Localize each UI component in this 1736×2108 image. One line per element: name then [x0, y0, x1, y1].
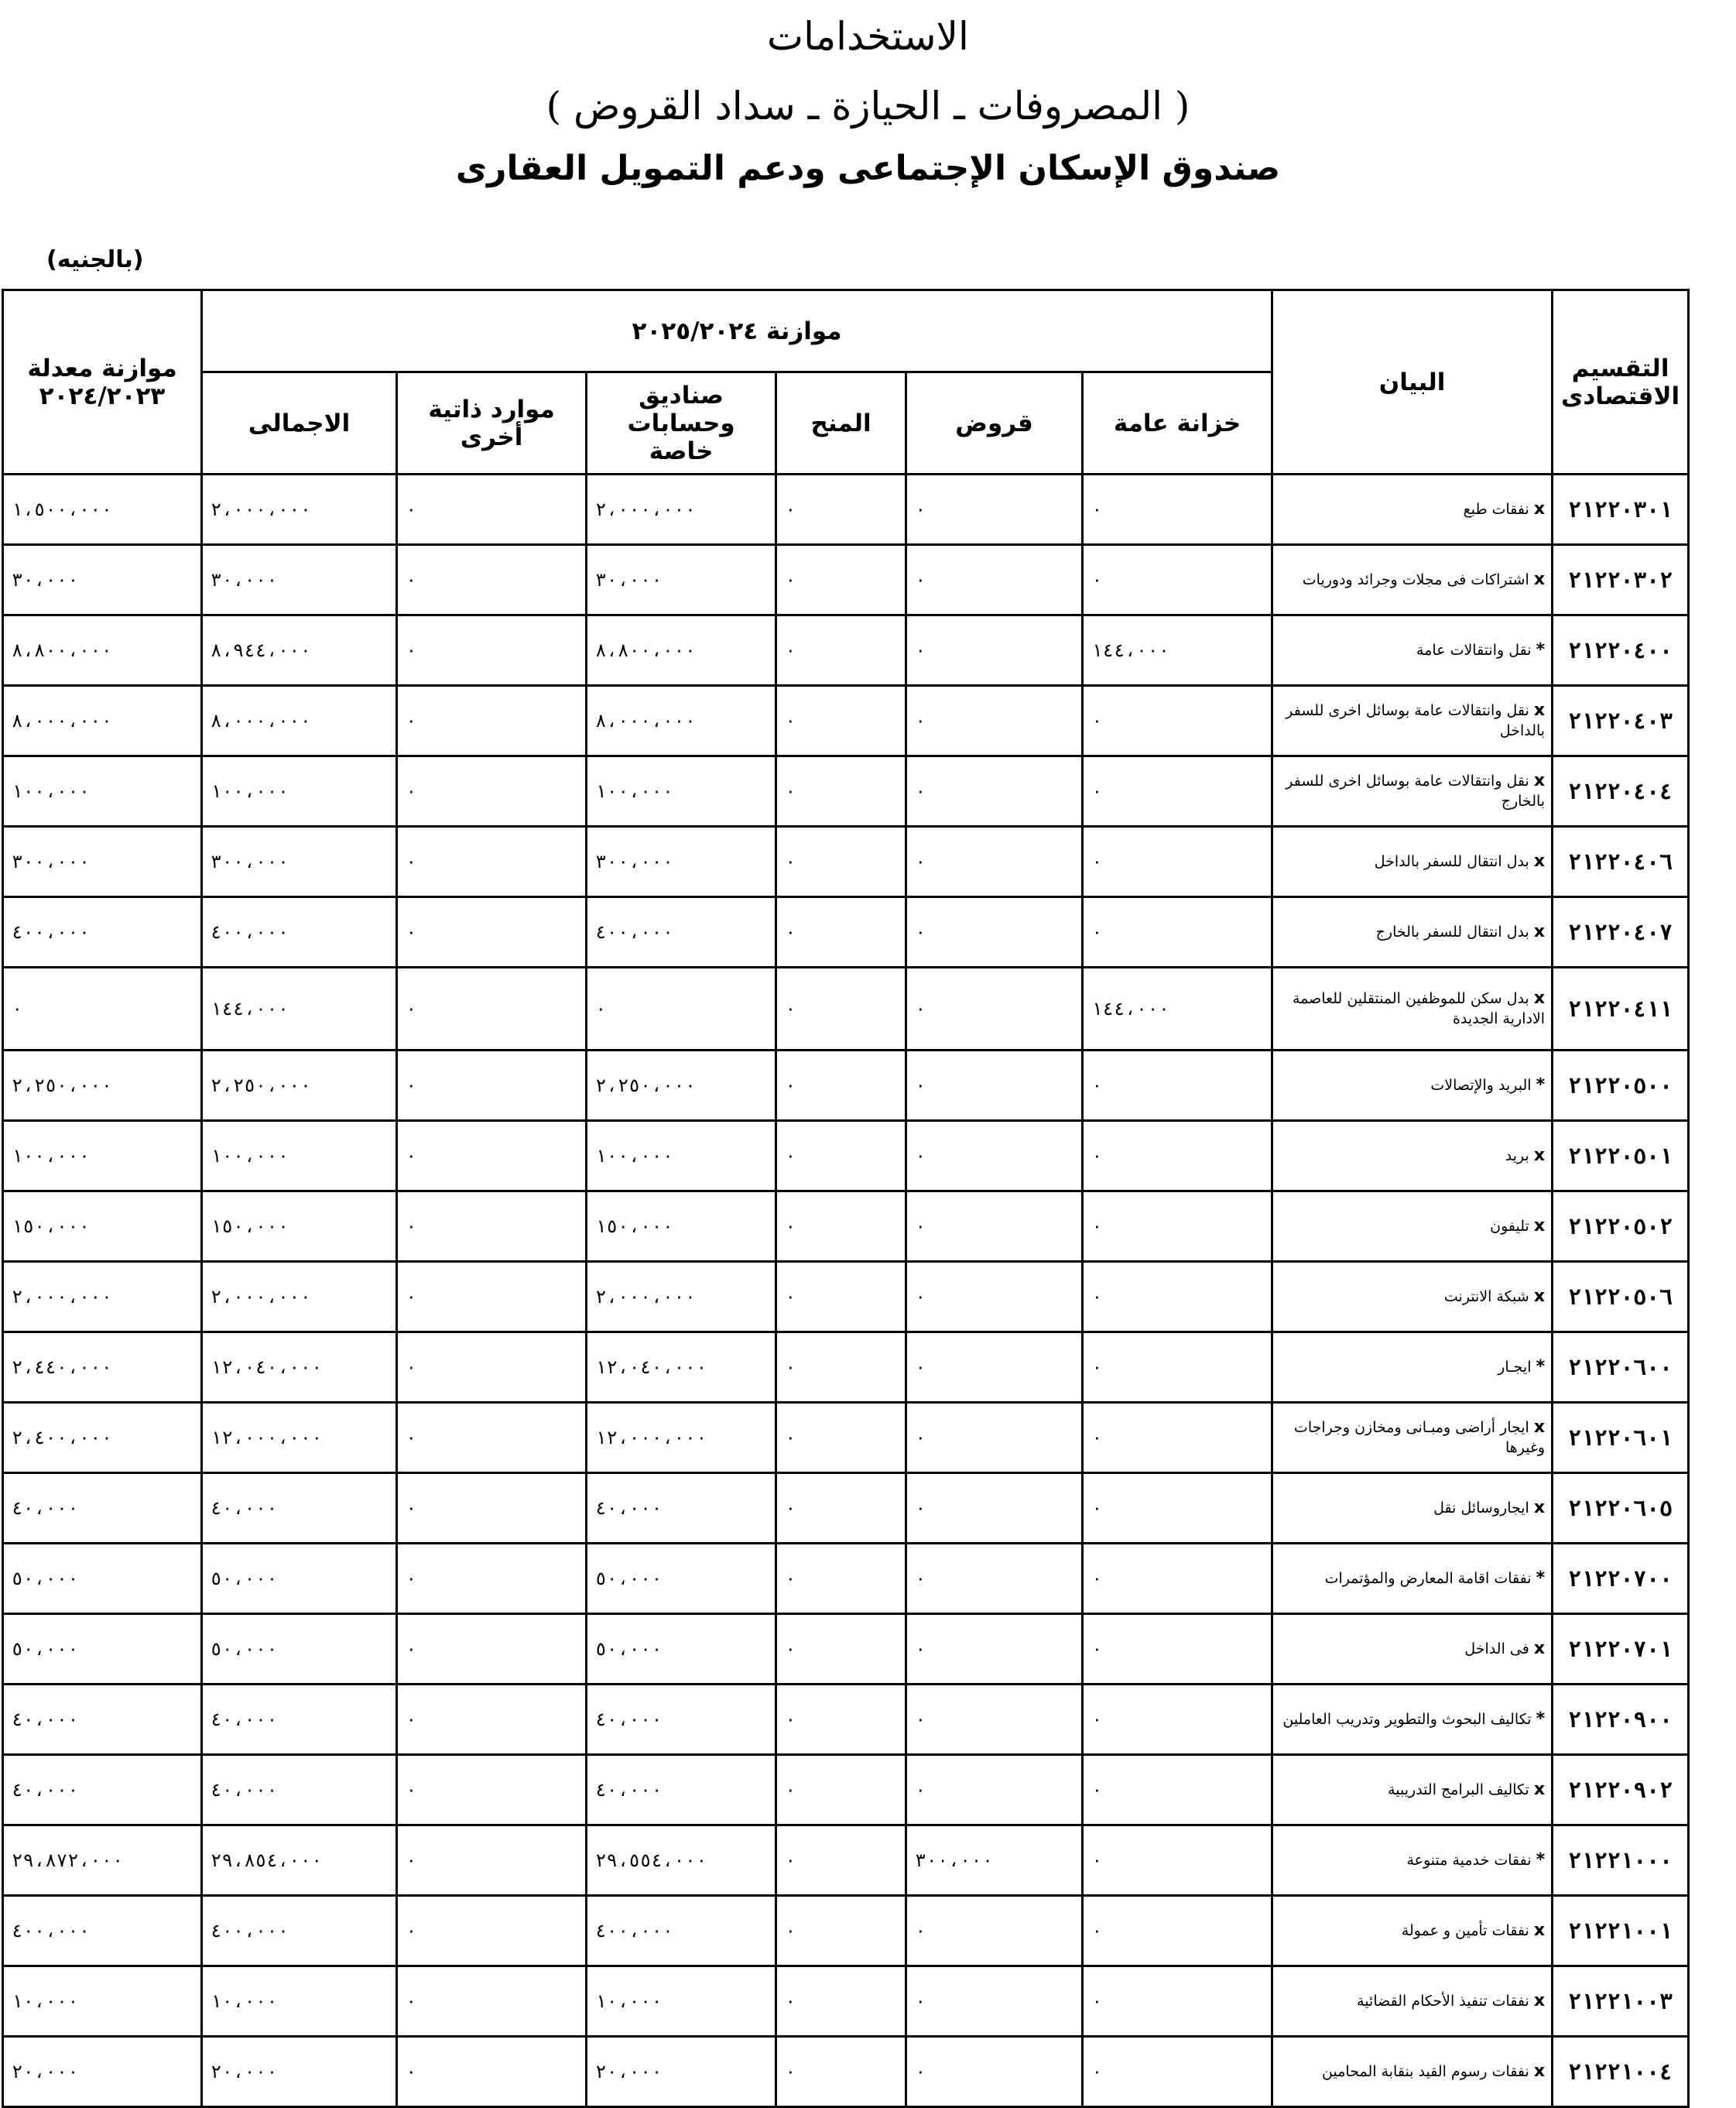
row-marker: x: [1533, 1216, 1546, 1236]
cell-grants: ٠: [776, 1051, 906, 1121]
cell-special-funds: ٤٠،٠٠٠: [587, 1755, 776, 1825]
cell-loans: ٠: [906, 1191, 1083, 1262]
cell-description: [1272, 1121, 1553, 1191]
table-row: [3, 1685, 1689, 1755]
row-description: اشتراكات فى مجلات وجرائد ودوريات: [1302, 571, 1529, 588]
cell-own-resources: ٠: [397, 1544, 587, 1614]
cell-own-resources: ٠: [397, 686, 587, 756]
cell-description: [1272, 827, 1553, 897]
row-description: نقل وانتقالات عامة بوسائل اخرى للسفر بالداخل: [1286, 702, 1546, 739]
row-description: تليفون: [1490, 1218, 1529, 1235]
row-marker: x: [1533, 2062, 1546, 2081]
table-row: [3, 1755, 1689, 1825]
cell-special-funds: ١٢،٠٠٠،٠٠٠: [587, 1403, 776, 1473]
cell-grants: ٠: [776, 1403, 906, 1473]
table-row: [3, 1051, 1689, 1121]
cell-special-funds: ١٠٠،٠٠٠: [587, 1121, 776, 1191]
cell-own-resources: ٠: [397, 1614, 587, 1685]
cell-total: ٢٩،٨٥٤،٠٠٠: [202, 1825, 397, 1896]
cell-total: ٢،٠٠٠،٠٠٠: [202, 475, 397, 545]
cell-code: ٢١٢٢٠٦٠١: [1553, 1403, 1689, 1473]
cell-treasury: ٠: [1083, 545, 1272, 615]
cell-treasury: ١٤٤،٠٠٠: [1083, 615, 1272, 686]
cell-total: ٤٠،٠٠٠: [202, 1755, 397, 1825]
cell-total: ٤٠،٠٠٠: [202, 1685, 397, 1755]
row-marker: x: [1533, 852, 1546, 871]
row-marker: x: [1533, 1146, 1546, 1165]
cell-own-resources: ٠: [397, 1825, 587, 1896]
table-body: [3, 475, 1689, 2107]
cell-grants: ٠: [776, 615, 906, 686]
table-row: [3, 1544, 1689, 1614]
table-row: [3, 968, 1689, 1051]
row-description: نفقات تنفيذ الأحكام القضائية: [1357, 1993, 1529, 2010]
cell-treasury: ٠: [1083, 1614, 1272, 1685]
cell-total: ٣٠٠،٠٠٠: [202, 827, 397, 897]
row-marker: *: [1536, 1568, 1546, 1588]
cell-special-funds: ٤٠،٠٠٠: [587, 1685, 776, 1755]
cell-own-resources: ٠: [397, 1685, 587, 1755]
cell-special-funds: ٨،٠٠٠،٠٠٠: [587, 686, 776, 756]
cell-loans: ٠: [906, 827, 1083, 897]
cell-revised-budget: ١٥٠،٠٠٠: [3, 1191, 202, 1262]
cell-description: [1272, 1262, 1553, 1332]
row-marker: x: [1533, 1780, 1546, 1799]
cell-own-resources: ٠: [397, 897, 587, 968]
row-description: البريد والإتصالات: [1430, 1077, 1532, 1094]
cell-grants: ٠: [776, 1896, 906, 1966]
cell-total: ٨،٩٤٤،٠٠٠: [202, 615, 397, 686]
cell-revised-budget: ١٠٠،٠٠٠: [3, 1121, 202, 1191]
row-marker: x: [1533, 989, 1546, 1008]
table-row: [3, 1403, 1689, 1473]
cell-loans: ٠: [906, 1332, 1083, 1403]
cell-code: ٢١٢٢٠٧٠٠: [1553, 1544, 1689, 1614]
cell-own-resources: ٠: [397, 2037, 587, 2107]
cell-revised-budget: ٣٠٠،٠٠٠: [3, 827, 202, 897]
cell-loans: ٠: [906, 897, 1083, 968]
cell-code: ٢١٢٢٠٩٠٢: [1553, 1755, 1689, 1825]
table-row: [3, 827, 1689, 897]
table-row: [3, 1191, 1689, 1262]
cell-own-resources: ٠: [397, 1403, 587, 1473]
row-description: تكاليف البحوث والتطوير وتدريب العاملين: [1282, 1711, 1532, 1728]
cell-description: [1272, 2037, 1553, 2107]
row-description: نفقات رسوم القيد بنقابة المحامين: [1322, 2063, 1529, 2080]
cell-code: ٢١٢٢٠٥٠٦: [1553, 1262, 1689, 1332]
cell-code: ٢١٢٢٠٤٠٤: [1553, 756, 1689, 827]
cell-description: [1272, 1332, 1553, 1403]
cell-code: ٢١٢٢٠٦٠٠: [1553, 1332, 1689, 1403]
row-marker: *: [1536, 1357, 1546, 1376]
cell-code: ٢١٢٢٠٣٠١: [1553, 475, 1689, 545]
cell-special-funds: ٥٠،٠٠٠: [587, 1614, 776, 1685]
cell-special-funds: ٣٠٠،٠٠٠: [587, 827, 776, 897]
cell-description: [1272, 1051, 1553, 1121]
cell-special-funds: ٠: [587, 968, 776, 1051]
table-row: [3, 2037, 1689, 2107]
cell-revised-budget: ٤٠٠،٠٠٠: [3, 897, 202, 968]
header-total: الاجمالى: [202, 372, 397, 475]
cell-treasury: ٠: [1083, 1191, 1272, 1262]
cell-total: ٥٠،٠٠٠: [202, 1544, 397, 1614]
row-description: ايجاروسائل نقل: [1433, 1500, 1529, 1517]
row-description: شبكة الانترنت: [1443, 1288, 1529, 1305]
cell-code: ٢١٢٢١٠٠٣: [1553, 1966, 1689, 2037]
cell-revised-budget: ٢،٠٠٠،٠٠٠: [3, 1262, 202, 1332]
cell-treasury: ٠: [1083, 1544, 1272, 1614]
cell-grants: ٠: [776, 1473, 906, 1544]
cell-grants: ٠: [776, 1332, 906, 1403]
cell-code: ٢١٢٢٠٥٠١: [1553, 1121, 1689, 1191]
cell-revised-budget: ٤٠،٠٠٠: [3, 1755, 202, 1825]
row-marker: x: [1533, 499, 1546, 519]
cell-special-funds: ٢،٠٠٠،٠٠٠: [587, 475, 776, 545]
cell-loans: ٠: [906, 1121, 1083, 1191]
cell-grants: ٠: [776, 1685, 906, 1755]
cell-description: [1272, 1614, 1553, 1685]
table-row: [3, 545, 1689, 615]
header-revised-budget: موازنة معدلة ٢٠٢٤/٢٠٢٣: [3, 290, 202, 475]
cell-code: ٢١٢٢١٠٠٠: [1553, 1825, 1689, 1896]
cell-grants: ٠: [776, 2037, 906, 2107]
cell-treasury: ٠: [1083, 1262, 1272, 1332]
table-row: [3, 475, 1689, 545]
cell-revised-budget: ١٠،٠٠٠: [3, 1966, 202, 2037]
cell-own-resources: ٠: [397, 968, 587, 1051]
cell-grants: ٠: [776, 827, 906, 897]
cell-loans: ٠: [906, 1614, 1083, 1685]
cell-loans: ٠: [906, 1473, 1083, 1544]
cell-description: [1272, 1685, 1553, 1755]
cell-total: ٢٠،٠٠٠: [202, 2037, 397, 2107]
cell-special-funds: ٥٠،٠٠٠: [587, 1544, 776, 1614]
cell-loans: ٠: [906, 756, 1083, 827]
cell-treasury: ٠: [1083, 1403, 1272, 1473]
row-description: نفقات خدمية متنوعة: [1406, 1852, 1532, 1869]
cell-loans: ٠: [906, 1966, 1083, 2037]
table-row: [3, 1825, 1689, 1896]
currency-unit: (بالجنيه): [46, 246, 144, 273]
row-marker: x: [1533, 1498, 1546, 1517]
cell-special-funds: ٤٠٠،٠٠٠: [587, 897, 776, 968]
cell-treasury: ٠: [1083, 686, 1272, 756]
cell-own-resources: ٠: [397, 615, 587, 686]
row-marker: x: [1533, 1417, 1546, 1437]
cell-description: [1272, 1755, 1553, 1825]
row-description: ايجـار: [1498, 1359, 1532, 1376]
cell-revised-budget: ٣٠،٠٠٠: [3, 545, 202, 615]
cell-description: [1272, 545, 1553, 615]
table-row: [3, 1614, 1689, 1685]
row-description: فى الداخل: [1464, 1640, 1529, 1657]
header-treasury: خزانة عامة: [1083, 372, 1272, 475]
cell-grants: ٠: [776, 475, 906, 545]
row-marker: *: [1536, 1075, 1546, 1095]
table-row: [3, 1966, 1689, 2037]
cell-treasury: ٠: [1083, 1685, 1272, 1755]
row-marker: x: [1533, 771, 1546, 790]
page-title: الاستخدامات: [767, 14, 969, 59]
cell-special-funds: ٤٠،٠٠٠: [587, 1473, 776, 1544]
cell-treasury: ٠: [1083, 1755, 1272, 1825]
header-budget-group: موازنة ٢٠٢٥/٢٠٢٤: [202, 290, 1272, 372]
cell-own-resources: ٠: [397, 1473, 587, 1544]
cell-grants: ٠: [776, 968, 906, 1051]
cell-revised-budget: ١،٥٠٠،٠٠٠: [3, 475, 202, 545]
cell-own-resources: ٠: [397, 1332, 587, 1403]
cell-total: ٤٠٠،٠٠٠: [202, 897, 397, 968]
row-marker: x: [1533, 1991, 1546, 2010]
cell-total: ٢،٠٠٠،٠٠٠: [202, 1262, 397, 1332]
cell-grants: ٠: [776, 686, 906, 756]
header-loans: قروض: [906, 372, 1083, 475]
cell-grants: ٠: [776, 1825, 906, 1896]
budget-table: [2, 289, 1690, 2108]
cell-description: [1272, 1403, 1553, 1473]
cell-own-resources: ٠: [397, 1191, 587, 1262]
cell-treasury: ٠: [1083, 1332, 1272, 1403]
cell-total: ٤٠،٠٠٠: [202, 1473, 397, 1544]
cell-description: [1272, 897, 1553, 968]
row-description: ايجار أراضى ومبـانى ومخازن وجراجات وغيرها: [1293, 1419, 1546, 1456]
table-row: [3, 1121, 1689, 1191]
row-description: نقل وانتقالات عامة بوسائل اخرى للسفر بالخارج: [1286, 773, 1546, 810]
cell-code: ٢١٢٢٠٦٠٥: [1553, 1473, 1689, 1544]
cell-loans: ٠: [906, 1685, 1083, 1755]
cell-loans: ٠: [906, 475, 1083, 545]
cell-loans: ٠: [906, 1262, 1083, 1332]
row-description: بدل انتقال للسفر بالخارج: [1375, 924, 1529, 941]
cell-treasury: ٠: [1083, 1121, 1272, 1191]
cell-total: ٥٠،٠٠٠: [202, 1614, 397, 1685]
cell-total: ١٠٠،٠٠٠: [202, 1121, 397, 1191]
cell-code: ٢١٢٢١٠٠١: [1553, 1896, 1689, 1966]
cell-own-resources: ٠: [397, 1896, 587, 1966]
cell-code: ٢١٢٢٠٤٠٧: [1553, 897, 1689, 968]
cell-total: ١٥٠،٠٠٠: [202, 1191, 397, 1262]
cell-loans: ٠: [906, 615, 1083, 686]
cell-treasury: ١٤٤،٠٠٠: [1083, 968, 1272, 1051]
cell-special-funds: ١٢،٠٤٠،٠٠٠: [587, 1332, 776, 1403]
row-marker: x: [1533, 1639, 1546, 1658]
cell-grants: ٠: [776, 1544, 906, 1614]
cell-own-resources: ٠: [397, 1966, 587, 2037]
cell-treasury: ٠: [1083, 2037, 1272, 2107]
cell-special-funds: ٤٠٠،٠٠٠: [587, 1896, 776, 1966]
cell-description: [1272, 686, 1553, 756]
cell-loans: ٠: [906, 545, 1083, 615]
cell-own-resources: ٠: [397, 756, 587, 827]
table-row: [3, 1896, 1689, 1966]
cell-total: ٨،٠٠٠،٠٠٠: [202, 686, 397, 756]
cell-own-resources: ٠: [397, 1262, 587, 1332]
row-description: نفقات اقامة المعارض والمؤتمرات: [1324, 1570, 1532, 1587]
row-marker: x: [1533, 922, 1546, 941]
header-description: البيان: [1272, 290, 1553, 475]
cell-total: ١٢،٠٤٠،٠٠٠: [202, 1332, 397, 1403]
entity-name: صندوق الإسكان الإجتماعى ودعم التمويل العقارى: [455, 149, 1281, 188]
cell-total: ١٠٠،٠٠٠: [202, 756, 397, 827]
row-marker: x: [1533, 1287, 1546, 1306]
header-own-resources: موارد ذاتية أخرى: [397, 372, 587, 475]
cell-grants: ٠: [776, 897, 906, 968]
cell-own-resources: ٠: [397, 1051, 587, 1121]
cell-grants: ٠: [776, 756, 906, 827]
cell-total: ٣٠،٠٠٠: [202, 545, 397, 615]
row-description: بدل انتقال للسفر بالداخل: [1374, 853, 1529, 870]
cell-revised-budget: ٢٠،٠٠٠: [3, 2037, 202, 2107]
cell-grants: ٠: [776, 1262, 906, 1332]
cell-treasury: ٠: [1083, 1473, 1272, 1544]
cell-description: [1272, 475, 1553, 545]
row-marker: *: [1536, 1850, 1546, 1870]
cell-grants: ٠: [776, 1191, 906, 1262]
cell-code: ٢١٢٢٠٧٠١: [1553, 1614, 1689, 1685]
cell-grants: ٠: [776, 545, 906, 615]
cell-code: ٢١٢٢٠٤٠٣: [1553, 686, 1689, 756]
cell-loans: ٠: [906, 1896, 1083, 1966]
cell-own-resources: ٠: [397, 545, 587, 615]
cell-description: [1272, 1896, 1553, 1966]
cell-code: ٢١٢٢٠٤٠٦: [1553, 827, 1689, 897]
header-grants: المنح: [776, 372, 906, 475]
row-description: بريد: [1505, 1147, 1529, 1164]
cell-revised-budget: ٢٩،٨٧٢،٠٠٠: [3, 1825, 202, 1896]
table-row: [3, 897, 1689, 968]
cell-description: [1272, 1544, 1553, 1614]
cell-code: ٢١٢٢٠٤١١: [1553, 968, 1689, 1051]
table-row: [3, 686, 1689, 756]
cell-code: ٢١٢٢٠٤٠٠: [1553, 615, 1689, 686]
cell-loans: ٣٠٠،٠٠٠: [906, 1825, 1083, 1896]
cell-code: ٢١٢٢٠٣٠٢: [1553, 545, 1689, 615]
cell-special-funds: ٨،٨٠٠،٠٠٠: [587, 615, 776, 686]
row-marker: *: [1536, 640, 1546, 660]
cell-loans: ٠: [906, 2037, 1083, 2107]
cell-treasury: ٠: [1083, 1825, 1272, 1896]
cell-revised-budget: ٢،٤٠٠،٠٠٠: [3, 1403, 202, 1473]
cell-total: ٤٠٠،٠٠٠: [202, 1896, 397, 1966]
cell-revised-budget: ٠: [3, 968, 202, 1051]
cell-description: [1272, 756, 1553, 827]
cell-special-funds: ١٠،٠٠٠: [587, 1966, 776, 2037]
cell-revised-budget: ٤٠٠،٠٠٠: [3, 1896, 202, 1966]
cell-total: ١٢،٠٠٠،٠٠٠: [202, 1403, 397, 1473]
cell-revised-budget: ٢،٢٥٠،٠٠٠: [3, 1051, 202, 1121]
cell-special-funds: ٢٩،٥٥٤،٠٠٠: [587, 1825, 776, 1896]
row-marker: *: [1536, 1709, 1546, 1729]
cell-loans: ٠: [906, 1051, 1083, 1121]
cell-own-resources: ٠: [397, 475, 587, 545]
cell-grants: ٠: [776, 1755, 906, 1825]
cell-description: [1272, 1825, 1553, 1896]
cell-total: ١٠،٠٠٠: [202, 1966, 397, 2037]
cell-special-funds: ٢٠،٠٠٠: [587, 2037, 776, 2107]
cell-treasury: ٠: [1083, 897, 1272, 968]
cell-treasury: ٠: [1083, 475, 1272, 545]
cell-total: ١٤٤،٠٠٠: [202, 968, 397, 1051]
cell-treasury: ٠: [1083, 1896, 1272, 1966]
cell-grants: ٠: [776, 1121, 906, 1191]
cell-grants: ٠: [776, 1966, 906, 2037]
header-code: التقسيم الاقتصادى: [1553, 290, 1689, 475]
page-subtitle: ( المصروفات ـ الحيازة ـ سداد القروض ): [546, 84, 1190, 129]
cell-description: [1272, 1473, 1553, 1544]
cell-special-funds: ٣٠،٠٠٠: [587, 545, 776, 615]
cell-revised-budget: ٥٠،٠٠٠: [3, 1614, 202, 1685]
row-marker: x: [1533, 570, 1546, 589]
cell-revised-budget: ٤٠،٠٠٠: [3, 1473, 202, 1544]
table-row: [3, 615, 1689, 686]
cell-code: ٢١٢٢٠٥٠٠: [1553, 1051, 1689, 1121]
cell-grants: ٠: [776, 1614, 906, 1685]
cell-special-funds: ٢،٢٥٠،٠٠٠: [587, 1051, 776, 1121]
row-marker: x: [1533, 1921, 1546, 1940]
cell-special-funds: ١٠٠،٠٠٠: [587, 756, 776, 827]
row-description: نقل وانتقالات عامة: [1416, 642, 1532, 659]
cell-own-resources: ٠: [397, 827, 587, 897]
cell-loans: ٠: [906, 1403, 1083, 1473]
cell-revised-budget: ٢،٤٤٠،٠٠٠: [3, 1332, 202, 1403]
cell-own-resources: ٠: [397, 1121, 587, 1191]
cell-description: [1272, 968, 1553, 1051]
row-description: تكاليف البرامج التدريبية: [1388, 1781, 1529, 1798]
cell-description: [1272, 1966, 1553, 2037]
cell-code: ٢١٢٢١٠٠٤: [1553, 2037, 1689, 2107]
cell-description: [1272, 1191, 1553, 1262]
table-row: [3, 1262, 1689, 1332]
row-marker: x: [1533, 701, 1546, 720]
cell-code: ٢١٢٢٠٥٠٢: [1553, 1191, 1689, 1262]
cell-treasury: ٠: [1083, 1966, 1272, 2037]
table-row: [3, 756, 1689, 827]
cell-revised-budget: ٤٠،٠٠٠: [3, 1685, 202, 1755]
row-description: نفقات طبع: [1463, 501, 1529, 518]
cell-own-resources: ٠: [397, 1755, 587, 1825]
cell-description: [1272, 615, 1553, 686]
cell-treasury: ٠: [1083, 1051, 1272, 1121]
cell-loans: ٠: [906, 686, 1083, 756]
row-description: بدل سكن للموظفين المنتقلين للعاصمة الادارية الجديدة: [1292, 990, 1546, 1027]
table-row: [3, 1473, 1689, 1544]
cell-revised-budget: ١٠٠،٠٠٠: [3, 756, 202, 827]
cell-special-funds: ٢،٠٠٠،٠٠٠: [587, 1262, 776, 1332]
cell-treasury: ٠: [1083, 756, 1272, 827]
table-row: [3, 1332, 1689, 1403]
cell-revised-budget: ٥٠،٠٠٠: [3, 1544, 202, 1614]
cell-treasury: ٠: [1083, 827, 1272, 897]
cell-loans: ٠: [906, 1544, 1083, 1614]
cell-total: ٢،٢٥٠،٠٠٠: [202, 1051, 397, 1121]
cell-loans: ٠: [906, 1755, 1083, 1825]
header-special-funds: صناديق وحسابات خاصة: [587, 372, 776, 475]
cell-special-funds: ١٥٠،٠٠٠: [587, 1191, 776, 1262]
cell-revised-budget: ٨،٨٠٠،٠٠٠: [3, 615, 202, 686]
cell-revised-budget: ٨،٠٠٠،٠٠٠: [3, 686, 202, 756]
cell-loans: ٠: [906, 968, 1083, 1051]
cell-code: ٢١٢٢٠٩٠٠: [1553, 1685, 1689, 1755]
row-description: نفقات تأمين و عمولة: [1401, 1922, 1529, 1939]
